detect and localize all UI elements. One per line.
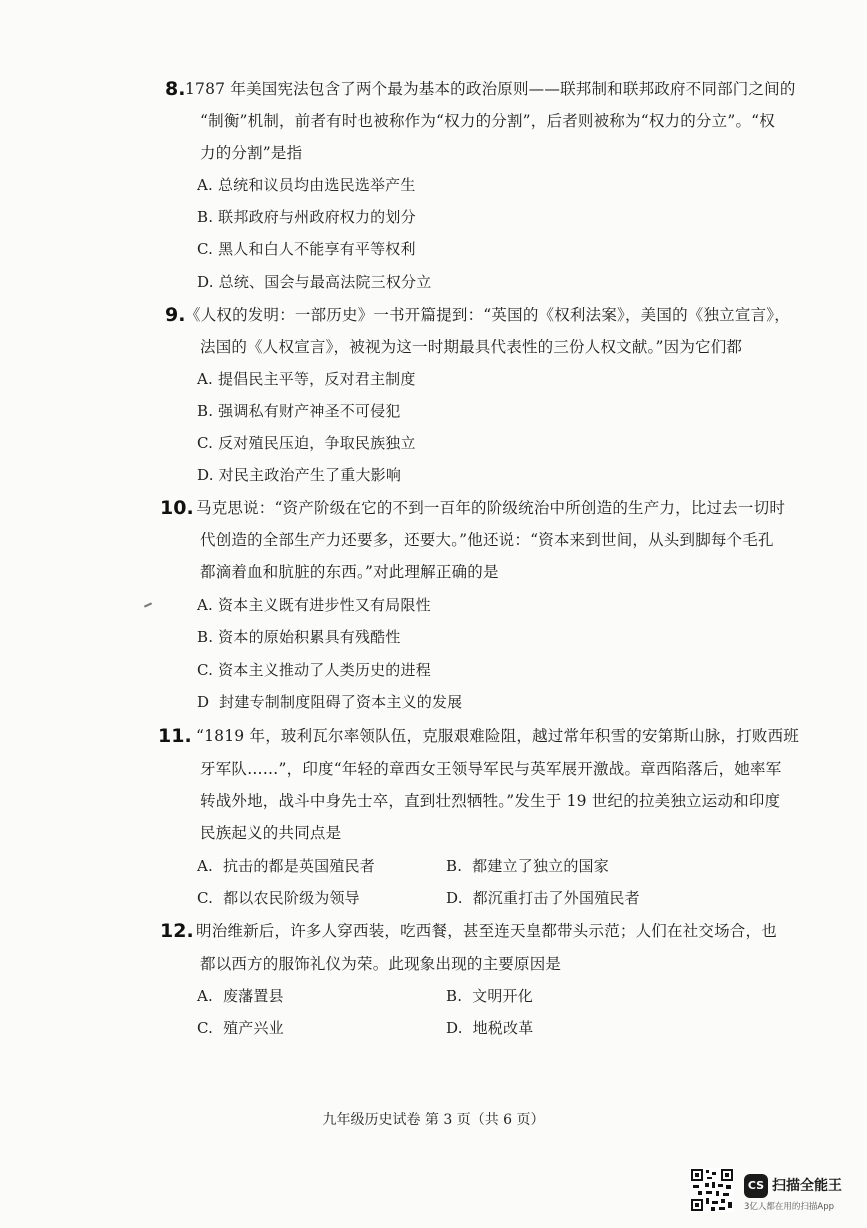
- option-a: A. 抗击的都是英国殖民者: [197, 857, 375, 875]
- question-text-line: 马克思说：“资产阶级在它的不到一百年的阶级统治中所创造的生产力，比过去一切时: [196, 499, 786, 517]
- question-text-line: 《人权的发明：一部历史》一书开篇提到：“英国的《权利法案》，美国的《独立宣言》，: [185, 306, 790, 324]
- scan-mark: [144, 602, 152, 607]
- option-a: A. 资本主义既有进步性又有局限性: [197, 596, 431, 614]
- question-text-line: 1787 年美国宪法包含了两个最为基本的政治原则——联邦制和联邦政府不同部门之间的: [185, 80, 796, 98]
- option-c: C. 黑人和白人不能享有平等权利: [197, 240, 416, 258]
- question-text-line: 都滴着血和肮脏的东西。”对此理解正确的是: [200, 563, 499, 581]
- option-b: B. 资本的原始积累具有残酷性: [197, 628, 401, 646]
- qr-code-icon: [690, 1168, 734, 1212]
- option-c: C. 殖产兴业: [197, 1019, 284, 1037]
- question-number: 12.: [160, 920, 194, 942]
- question-text-line: “制衡”机制，前者有时也被称作为“权力的分割”，后者则被称为“权力的分立”。“权: [200, 112, 775, 130]
- option-b: B. 文明开化: [446, 987, 533, 1005]
- option-b: B. 都建立了独立的国家: [446, 857, 609, 875]
- question-text-line: 力的分割”是指: [200, 144, 303, 162]
- question-text-line: 代创造的全部生产力还要多，还要大。”他还说：“资本来到世间，从头到脚每个毛孔: [200, 531, 774, 549]
- option-d: D. 地税改革: [446, 1019, 534, 1037]
- camscanner-logo: CS: [744, 1174, 768, 1198]
- option-c: C. 都以农民阶级为领导: [197, 889, 360, 907]
- question-number: 9.: [165, 304, 186, 326]
- option-d: D. 对民主政治产生了重大影响: [197, 466, 402, 484]
- option-c: C. 资本主义推动了人类历史的进程: [197, 661, 431, 679]
- question-text-line: 民族起义的共同点是: [200, 824, 342, 842]
- option-d: D 封建专制制度阻碍了资本主义的发展: [197, 693, 463, 711]
- scanner-watermark: [690, 1168, 860, 1224]
- option-b: B. 联邦政府与州政府权力的划分: [197, 208, 416, 226]
- question-text-line: 明治维新后，许多人穿西装，吃西餐，甚至连天皇都带头示范；人们在社交场合，也: [196, 922, 777, 940]
- camscanner-name: 扫描全能王: [772, 1178, 842, 1194]
- option-b: B. 强调私有财产神圣不可侵犯: [197, 402, 401, 420]
- question-text-line: 牙军队……”，印度“年轻的章西女王领导军民与英军展开激战。章西陷落后，她率军: [200, 760, 782, 778]
- option-c: C. 反对殖民压迫，争取民族独立: [197, 434, 416, 452]
- question-text-line: 都以西方的服饰礼仪为荣。此现象出现的主要原因是: [200, 955, 562, 973]
- camscanner-tagline: 3亿人都在用的扫描App: [744, 1202, 835, 1212]
- option-a: A. 提倡民主平等，反对君主制度: [197, 370, 416, 388]
- question-text-line: 法国的《人权宣言》，被视为这一时期最具代表性的三份人权文献。”因为它们都: [200, 338, 743, 356]
- option-a: A. 总统和议员均由选民选举产生: [197, 176, 416, 194]
- question-number: 8.: [165, 78, 186, 100]
- question-number: 10.: [160, 497, 194, 519]
- option-a: A. 废藩置县: [197, 987, 284, 1005]
- question-number: 11.: [158, 725, 192, 747]
- question-text-line: “1819 年，玻利瓦尔率领队伍，克服艰难险阻，越过常年积雪的安第斯山脉，打败西班: [196, 727, 799, 745]
- option-d: D. 总统、国会与最高法院三权分立: [197, 273, 432, 291]
- option-d: D. 都沉重打击了外国殖民者: [446, 889, 640, 907]
- question-text-line: 转战外地，战斗中身先士卒，直到壮烈牺牲。”发生于 19 世纪的拉美独立运动和印度: [200, 792, 781, 810]
- page-footer: 九年级历史试卷 第 3 页（共 6 页）: [322, 1112, 545, 1128]
